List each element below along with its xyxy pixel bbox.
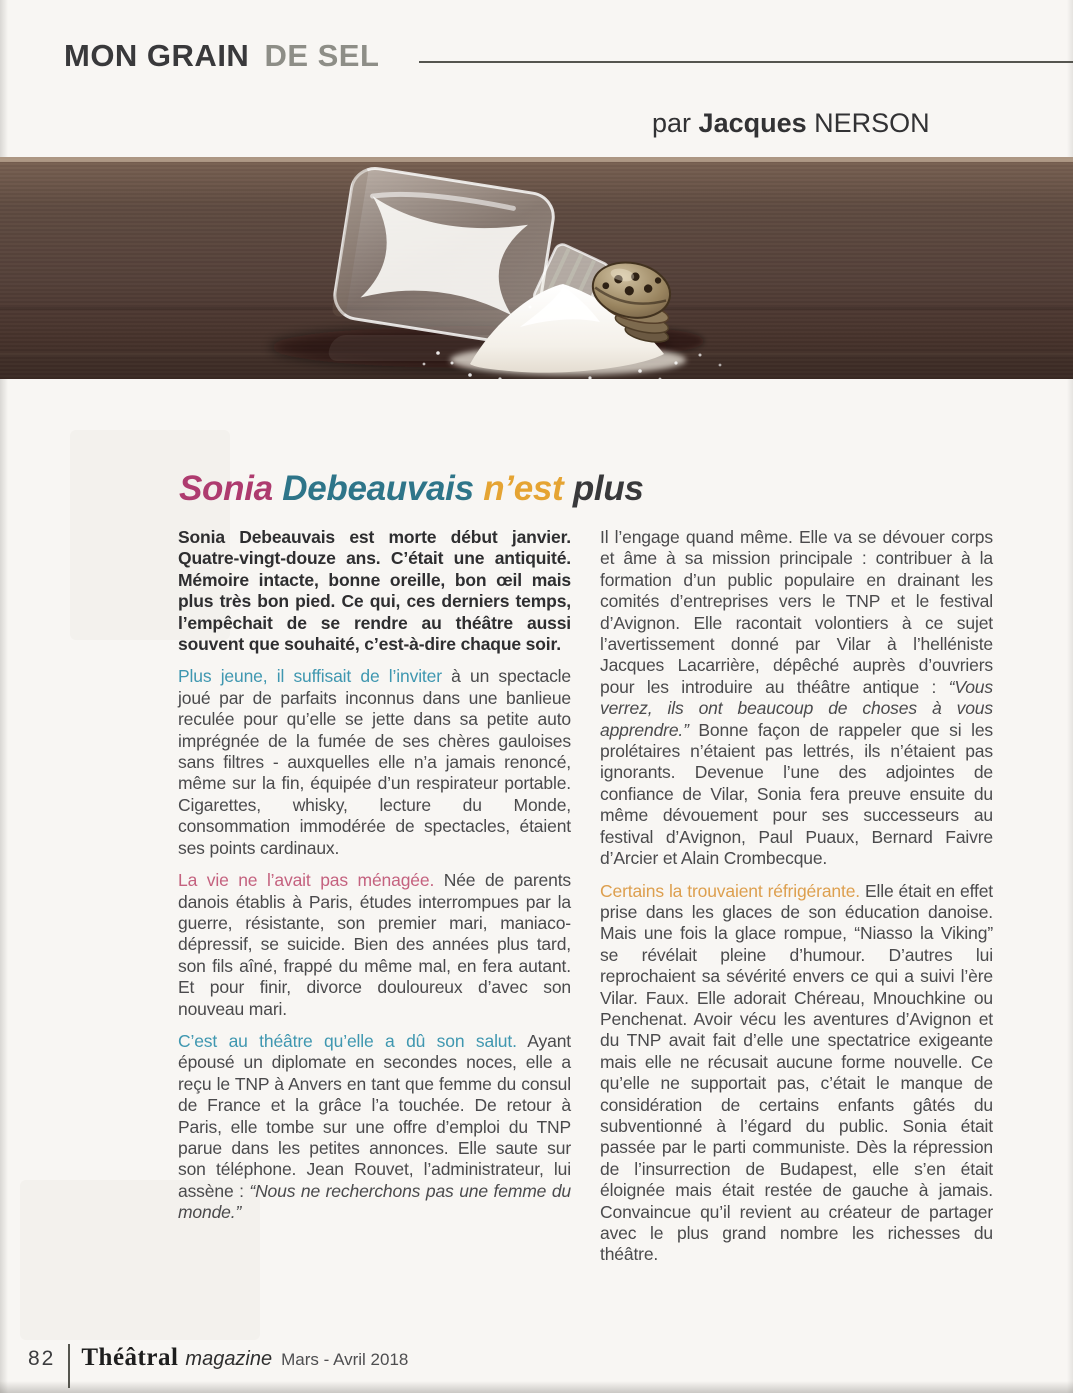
- article-photo: [0, 157, 1073, 379]
- article-column-1: [178, 527, 571, 1224]
- text-segment: Elle était en effet prise dans les glaces de son éducation danoise. Mais une fois la glace rompue, “Niasso la Viking” se révélait pleine d’humour. D’autres lui reprochaient sa sévérité envers ce qui a suivi l’ère Vilar. Faux. Elle adorait Chéreau, Mnouchkine ou Penchenat. Avoir vécu les aventures d’Avignon et du TNP avait fait d’elle une spectatrice exigeante mais elle ne récusait aucune forme nouvelle. Ce qu’elle ne supportait pas, c’était le manque de considération de certains enfants gâtés du subventionné à l’égard du public. Sonia était passée par le parti communiste. Dès la répression de l’insurrection de Budapest, elle s’en était éloignée mais était restée de gauche à jamais. Convaincue qu’il revient au créateur de partager avec le plus grand nombre les richesses du théâtre.: [600, 880, 993, 1265]
- article-paragraph: [600, 881, 993, 1266]
- magazine-name: Théâtral: [81, 1344, 179, 1371]
- issue-date: Mars - Avril 2018: [281, 1350, 409, 1369]
- text-segment: C’est au théâtre qu’elle a dû son salut.: [178, 1030, 517, 1051]
- text-segment: à un spectacle joué par de parfaits inconnus dans une banlieue reculée pour qu’elle se jette dans sa petite auto imprégnée de la fumée de ses chères gauloises sans filtres - auxquelles elle n’a jamais renoncé, même sur la fin, équipée d’un respirateur portable. Cigarettes, whisky, lecture du Monde, consommation immodérée de spectacles, étaient ses points cardinaux.: [178, 666, 571, 858]
- header-rule: [419, 61, 1073, 63]
- byline-prefix: par: [652, 108, 692, 138]
- text-segment: Il l’engage quand même. Elle va se dévouer corps et âme à sa mission principale : contribuer à la formation d’un public populaire en drainant les comités d’entreprises vers le TNP et le festival d’Avignon. Elle racontait volontiers à ce sujet l’avertissement donné par Vilar à l’helléniste Jacques Lacarrière, dépêché auprès d’ouvriers pour les introduire au théâtre antique :: [600, 527, 993, 697]
- text-segment: Plus jeune, il suffisait de l’inviter: [178, 666, 442, 687]
- text-segment: Ayant épousé un diplomate en secondes noces, elle a reçu le TNP à Anvers en tant que femme du consul de France et la grâce l’a touchée. De retour à Paris, elle tombe sur une offre d’emploi du TNP parue dans les petites annonces. Elle saute sur son téléphone. Jean Rouvet, l’administrateur, lui assène :: [178, 1030, 571, 1201]
- text-segment: “Nous ne recherchons pas une femme du monde.”: [178, 1180, 571, 1223]
- byline-last-name: NERSON: [814, 108, 930, 138]
- text-segment: Née de parents danois établis à Paris, études interrompues par la guerre, résistante, son premier mari, maniaco-dépressif, se suicide. Bien des années plus tard, son fils aîné, frappé du même mal, en fera autant. Et pour finir, divorce douloureux d’avec son nouveau mari.: [178, 870, 572, 1019]
- article-column-2: [600, 527, 993, 1266]
- article-title: [179, 469, 644, 509]
- section-header: [64, 38, 379, 74]
- text-segment: plus: [572, 469, 644, 509]
- text-segment: Sonia: [179, 469, 283, 509]
- article-paragraph: [178, 1031, 571, 1224]
- footer-separator: [68, 1344, 70, 1388]
- text-segment: “Vous verrez, ils ont beaucoup de choses à vous apprendre.”: [600, 676, 993, 740]
- article-paragraph: [178, 527, 571, 655]
- magazine-word: magazine: [185, 1348, 273, 1370]
- byline: [652, 108, 930, 139]
- text-segment: La vie ne l’avait pas ménagée.: [178, 870, 435, 891]
- page-footer: [28, 1344, 408, 1388]
- text-segment: Certains la trouvaient réfrigérante.: [600, 880, 860, 901]
- text-segment: Debeauvais: [282, 469, 484, 509]
- text-segment: n’est: [483, 469, 573, 509]
- byline-first-name: Jacques: [698, 108, 807, 138]
- section-header-part2: DE SEL: [264, 38, 380, 73]
- text-segment: Sonia Debeauvais est morte début janvier. Quatre-vingt-douze ans. C’était une antiquité. Mémoire intacte, bonne oreille, bon œil mais plus très bon pied. Ce qui, ces derniers temps, l’empêchait de se rendre au théâtre aussi souvent que souhaité, c’est-à-dire chaque soir.: [178, 527, 571, 655]
- article-paragraph: [178, 666, 571, 859]
- text-segment: Bonne façon de rappeler que si les prolétaires n’étaient pas lettrés, ils n’étaient pas ignorants. Devenue l’une des adjointes de confiance de Vilar, Sonia fera preuve ensuite du même dévouement pour ses successeurs au festival d’Avignon, Paul Puaux, Bernard Faivre d’Arcier et Alain Crombecque.: [600, 719, 993, 869]
- section-header-part1: MON GRAIN: [64, 38, 250, 73]
- article-paragraph: [600, 527, 993, 870]
- article-paragraph: [178, 870, 571, 1020]
- page-number: 82: [28, 1347, 56, 1370]
